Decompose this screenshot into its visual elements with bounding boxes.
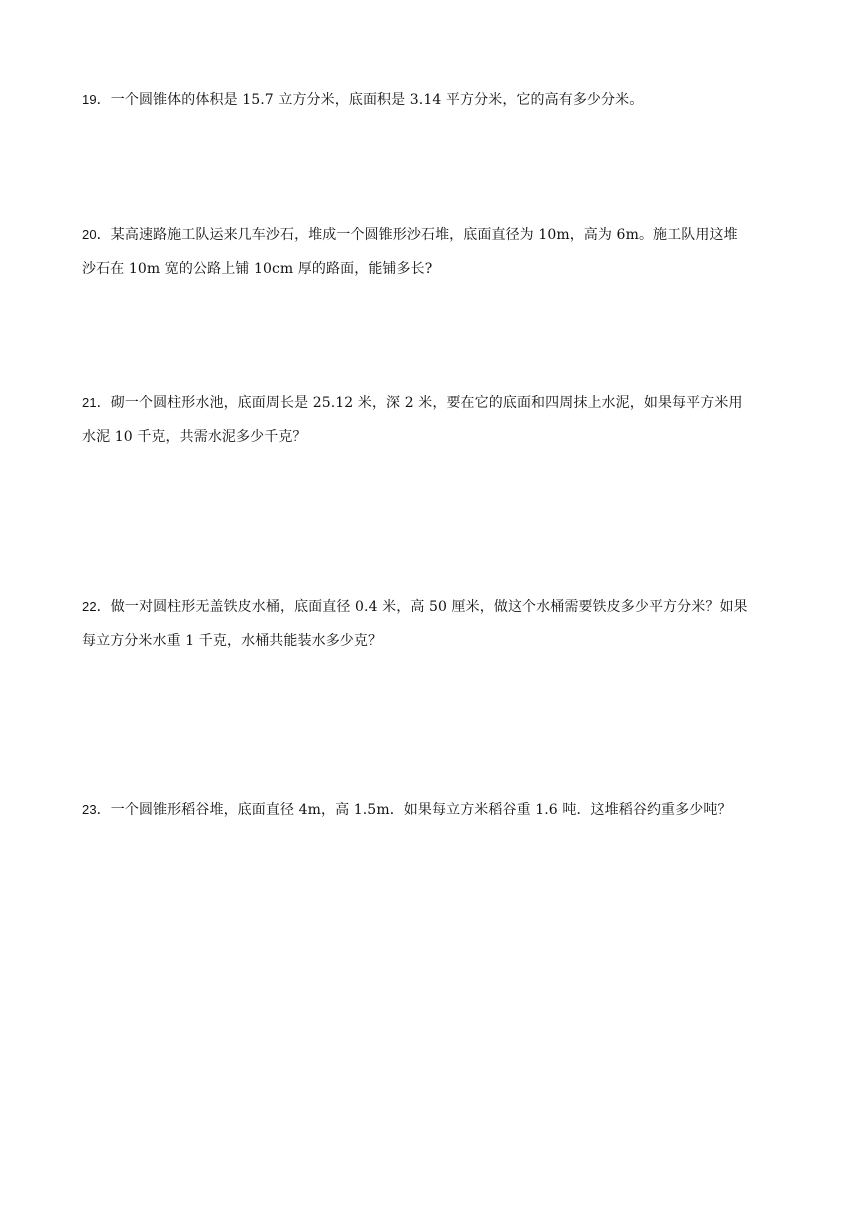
question-number: 23 (82, 802, 97, 817)
question-number: 22 (82, 599, 97, 614)
question-text: ．某高速路施工队运来几车沙石，堆成一个圆锥形沙石堆，底面直径为 10m，高为 6m。施工队用这堆 (96, 227, 738, 243)
question-text: ．砌一个圆柱形水池，底面周长是 25.12 米，深 2 米，要在它的底面和四周抹上水泥，如果每平方米用 (96, 395, 743, 411)
question-number: 19 (82, 92, 97, 107)
question-text: ．一个圆锥体的体积是 15.7 立方分米，底面积是 3.14 平方分米，它的高有多少分米。 (96, 92, 644, 108)
question-text: ．一个圆锥形稻谷堆，底面直径 4m，高 1.5m．如果每立方米稻谷重 1.6 吨．这堆稻谷约重多少吨？ (96, 802, 732, 818)
question-number: 21 (82, 395, 97, 410)
question-text-continuation: 水泥 10 千克，共需水泥多少千克？ (82, 429, 307, 445)
question-text-continuation: 沙石在 10m 宽的公路上铺 10cm 厚的路面，能铺多长? (82, 261, 433, 277)
question-22 (82, 590, 818, 658)
question-text: ．做一对圆柱形无盖铁皮水桶，底面直径 0.4 米，高 50 厘米，做这个水桶需要铁皮多少平方分米？如果 (96, 599, 748, 615)
question-23 (82, 793, 818, 827)
question-line (82, 83, 818, 117)
question-number: 20 (82, 227, 97, 242)
question-line (82, 218, 818, 252)
question-text-continuation: 每立方分米水重 1 千克，水桶共能装水多少克？ (82, 633, 383, 649)
question-21 (82, 386, 818, 454)
question-line (82, 590, 818, 624)
question-line (82, 793, 818, 827)
question-line (82, 386, 818, 420)
question-19 (82, 83, 818, 117)
question-20 (82, 218, 818, 286)
